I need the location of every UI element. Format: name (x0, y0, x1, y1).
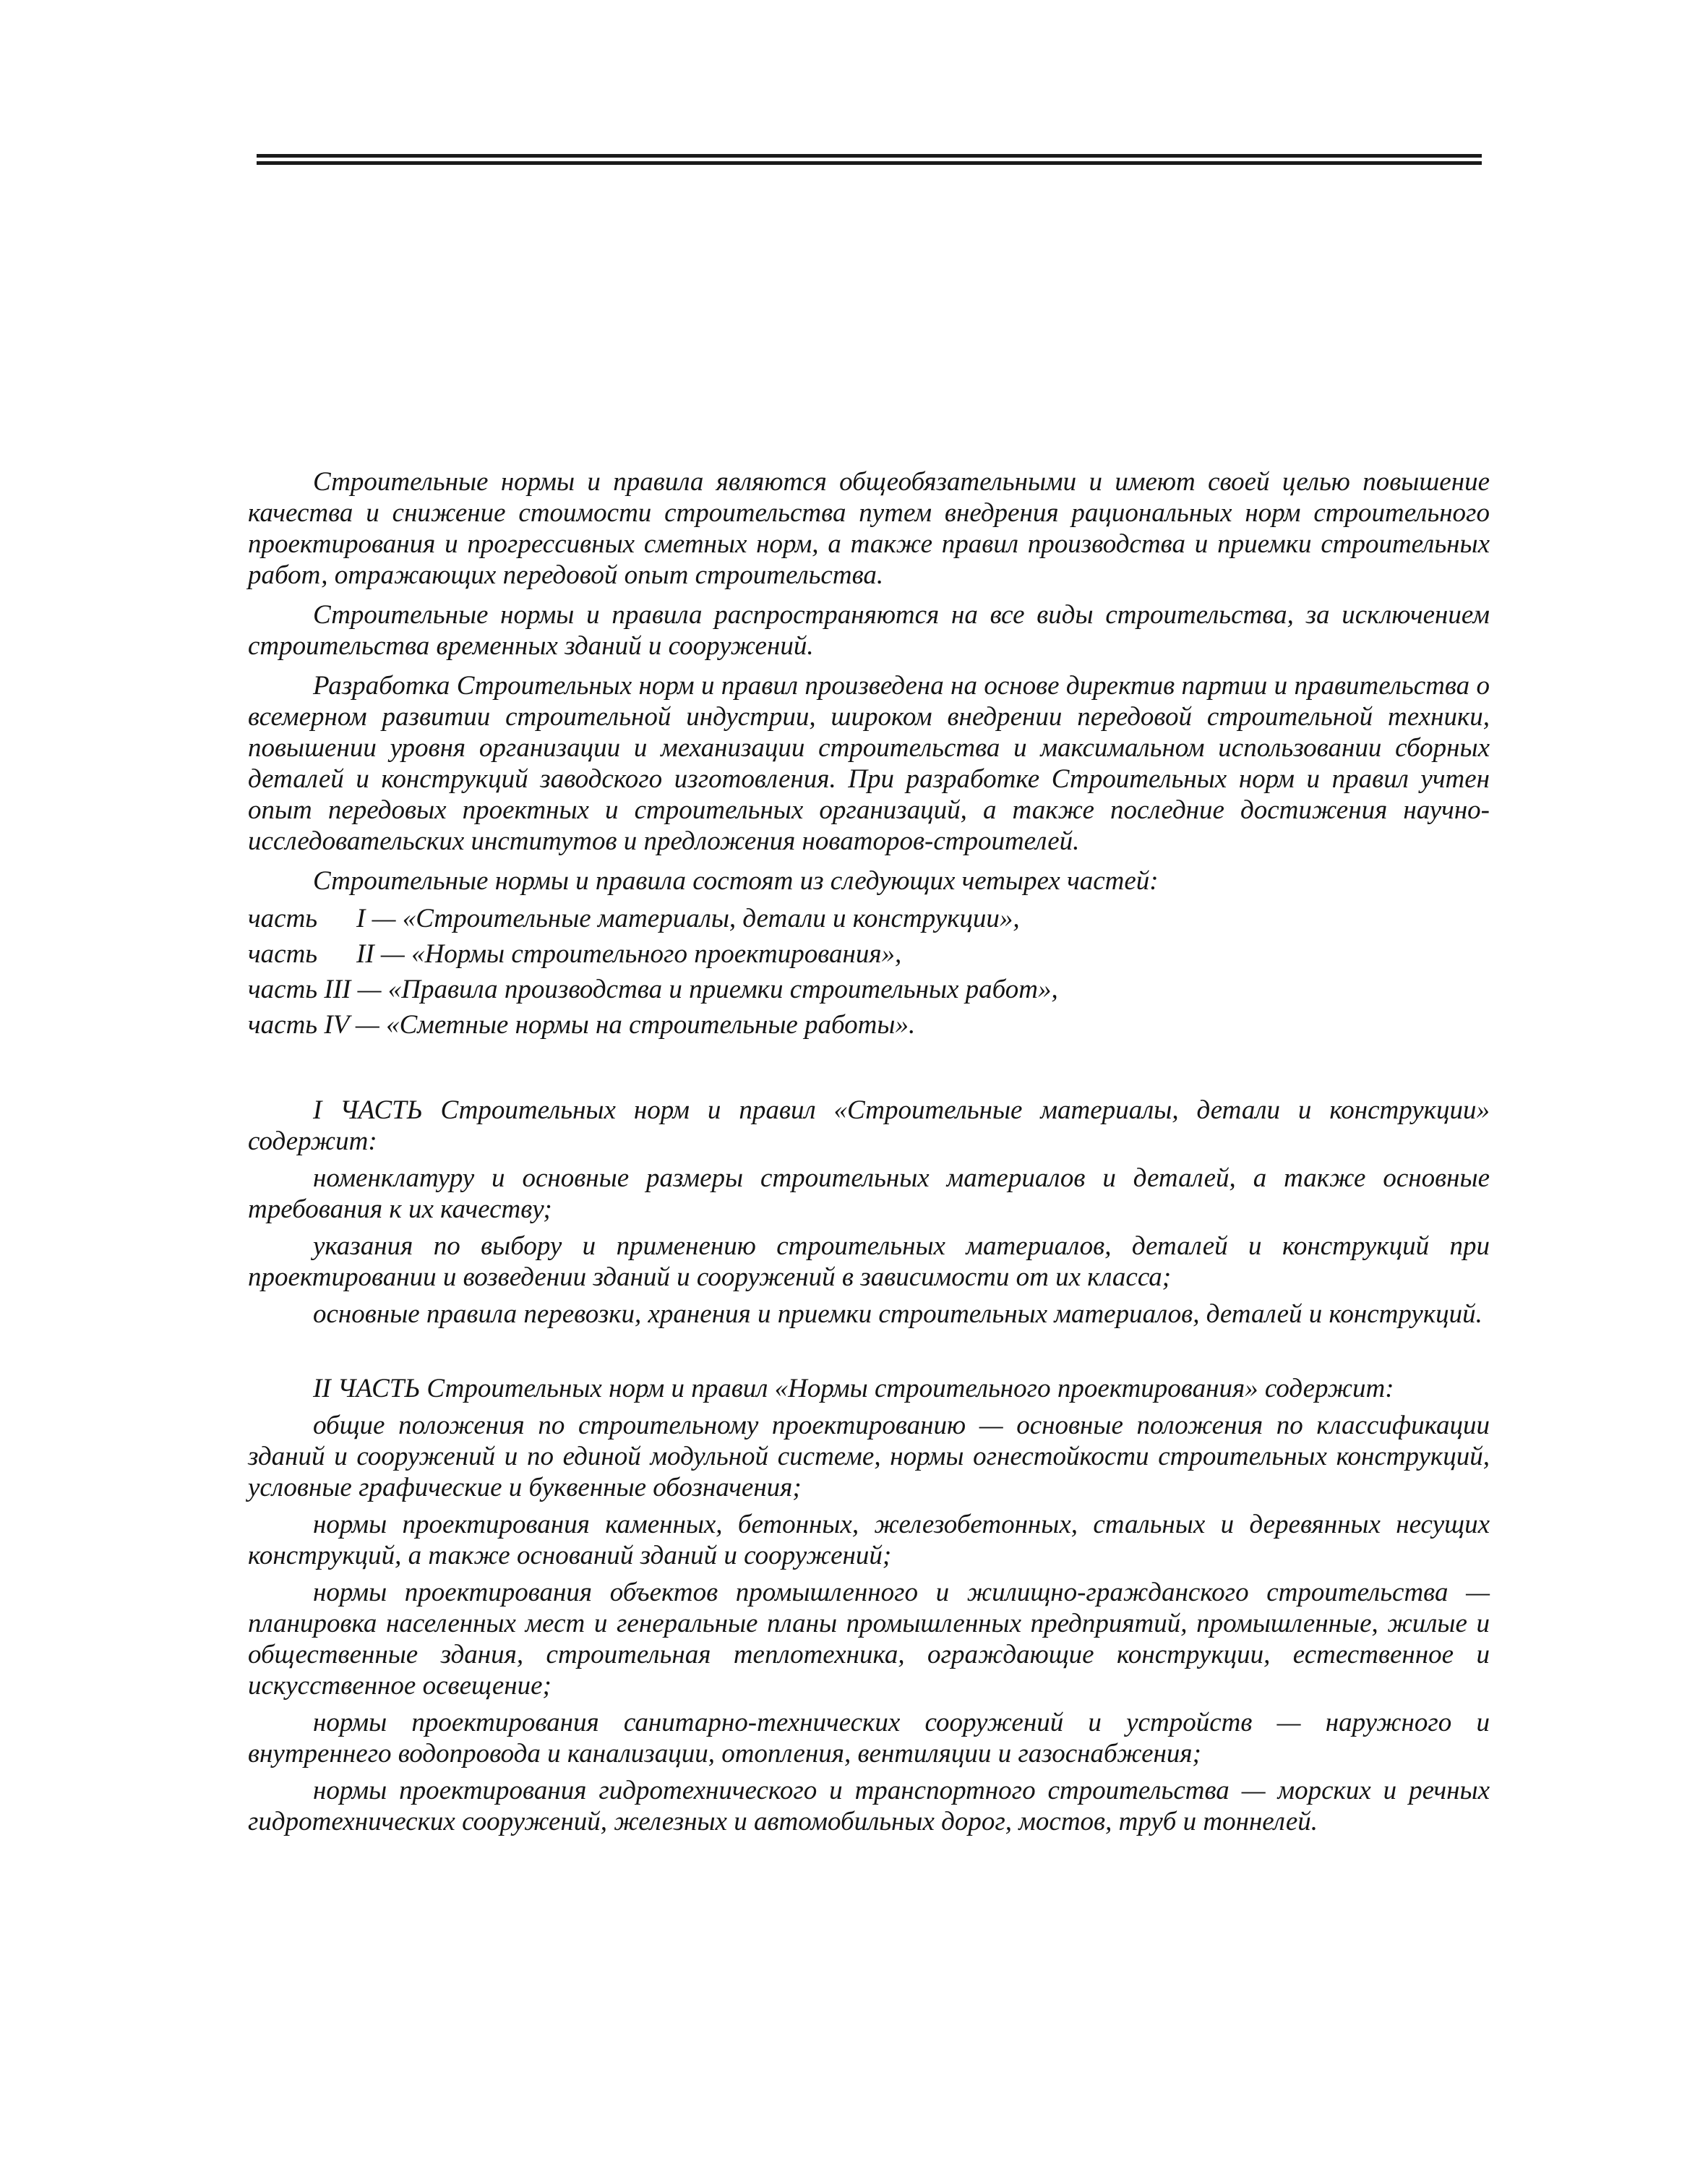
rule-line (257, 154, 1482, 158)
section-item: общие положения по строительному проектированию — основные положения по классификации зданий и сооружений и по единой модульной системе, нормы огнестойкости строительных конструкций, условные графические и буквенные обозначения; (248, 1411, 1490, 1502)
section-item: указания по выбору и применению строительных материалов, деталей и конструкций при проектировании и возведении зданий и сооружений в зависимости от их класса; (248, 1231, 1490, 1292)
part-numeral: III (324, 975, 351, 1004)
document-body (248, 466, 1490, 1881)
section-item: нормы проектирования гидротехнического и транспортного строительства — морских и речных гидротехнических сооружений, железных и автомобильных дорог, мостов, труб и тоннелей. (248, 1776, 1490, 1836)
section-item: основные правила перевозки, хранения и приемки строительных материалов, деталей и конструкций. (313, 1299, 1482, 1329)
section-item: нормы проектирования санитарно-технических сооружений и устройств — наружного и внутреннего водопровода и канализации, отопления, вентиляции и газоснабжения; (248, 1708, 1490, 1768)
section-heading: I ЧАСТЬ Строительных норм и правил «Строительные материалы, детали и конструкции» содержит: (248, 1095, 1490, 1156)
rule-line (257, 161, 1482, 165)
part-word: часть (248, 904, 318, 933)
part-word: часть (248, 939, 318, 969)
part-list-item: часть I — «Строительные материалы, детали и конструкции», (248, 901, 1490, 936)
intro-paragraph: Строительные нормы и правила распространяются на все виды строительства, за исключением строительства временных зданий и сооружений. (248, 600, 1490, 661)
part-two-section (248, 1373, 1490, 1837)
part-title: «Сметные нормы на строительные работы». (386, 1010, 916, 1040)
part-title: «Правила производства и приемки строительных работ», (387, 975, 1058, 1004)
intro-paragraph: Разработка Строительных норм и правил произведена на основе директив партии и правительства о всемерном развитии строительной индустрии, широком внедрении передовой строительной техники, повышении уровня организации и механизации строительства и максимальном использовании сборных деталей и конструкций заводского изготовления. При разработке Строительных норм и правил учтен опыт передовых проектных и строительных организаций, а также последние достижения научно-исследовательских институтов и предложения новаторов-строителей. (248, 671, 1490, 856)
section-item: номенклатуру и основные размеры строительных материалов и деталей, а также основные требования к их качеству; (248, 1163, 1490, 1224)
section-item: нормы проектирования объектов промышленного и жилищно-гражданского строительства — планировка населенных мест и генеральные планы промышленных предприятий, промышленные, жилые и общественные здания, строительная теплотехника, ограждающие конструкции, естественное и искусственное освещение; (248, 1578, 1490, 1701)
intro-paragraph: Строительные нормы и правила являются общеобязательными и имеют своей целью повышение качества и снижение стоимости строительства путем внедрения рациональных норм строительного проектирования и прогрессивных сметных норм, а также правил производства и приемки строительных работ, отражающих передовой опыт строительства. (248, 467, 1490, 590)
parts-list (248, 865, 1490, 1043)
part-numeral: I (356, 904, 366, 933)
part-numeral: II (356, 939, 374, 969)
part-word: часть (248, 975, 318, 1004)
part-word: часть (248, 1010, 318, 1040)
part-list-item: часть III — «Правила производства и приемки строительных работ», (248, 975, 1058, 1004)
top-double-rule (257, 154, 1482, 166)
parts-intro: Строительные нормы и правила состоят из следующих четырех частей: (313, 866, 1159, 896)
section-heading: II ЧАСТЬ Строительных норм и правил «Нормы строительного проектирования» содержит: (313, 1374, 1394, 1403)
part-list-item: часть II — «Нормы строительного проектирования», (248, 936, 1490, 972)
section-item: нормы проектирования каменных, бетонных, железобетонных, стальных и деревянных несущих конструкций, а также оснований зданий и сооружений; (248, 1510, 1490, 1570)
part-title: «Строительные материалы, детали и конструкции», (402, 904, 1020, 933)
part-numeral: IV (324, 1010, 349, 1040)
part-title: «Нормы строительного проектирования», (411, 939, 902, 969)
part-one-section (248, 1095, 1490, 1330)
part-list-item: часть IV — «Сметные нормы на строительные работы». (248, 1010, 916, 1040)
